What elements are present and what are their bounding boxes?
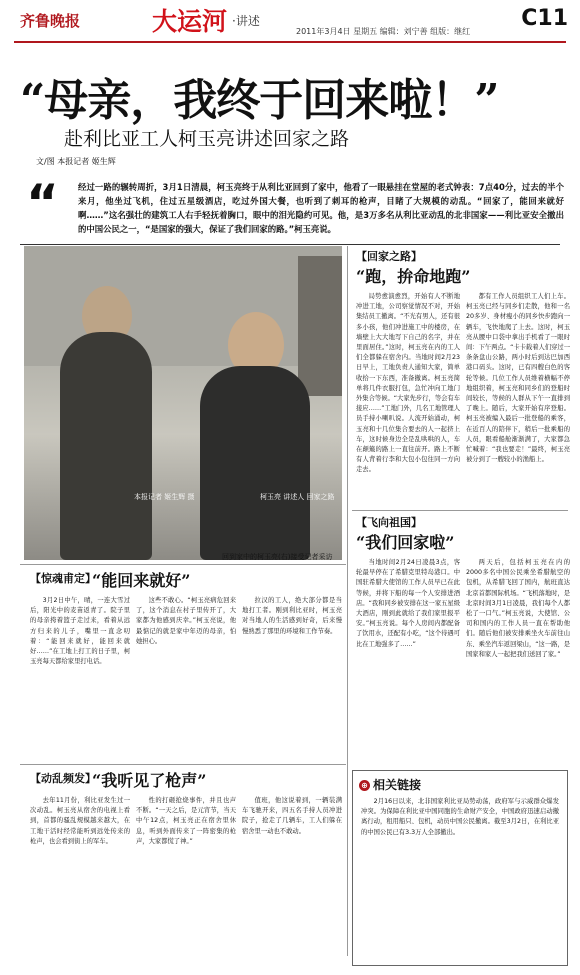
section-divider	[20, 764, 346, 765]
section-title-way-home: “跑，拚命地跑”	[356, 267, 471, 286]
page-number: C11	[521, 6, 568, 31]
section-title-shock: “能回来就好”	[92, 571, 191, 590]
section-head-fly-home: 【飞向祖国】	[356, 516, 422, 529]
mother-figure	[60, 332, 152, 560]
lead-paragraph	[26, 174, 566, 240]
section-way-home-col2: 都有工作人员组织工人们上车。柯玉亮已经与同乡们走散，他和一名20多岁、身材瘦小的同乡快步跑向一辆车，飞快地爬了上去。这时，柯玉亮从腰中口袋中拿出手机看了一眼时间：下午两点。“卡卡载着人们穿过一条条盘山公路，两小时后到达巴加西港口码头。这时，已有四艘白色的客轮等候。几位工作人员维着横幅不停地组织着，柯玉亮和同乡们的登船时间较长，等候的人群从下午一直排到了晚上。随后，大家开始有序登船。柯玉亮被编入最后一批登船的乘客，在近百人的陪伴下，稍后一批乘船的人员，眼看船舱渐渐满了，大家都急忙喊着：“我也要走！”最终，柯玉亮被分到了一艘较小的渔船上。	[466, 293, 570, 464]
column-brand: 大运河	[152, 7, 228, 36]
section-unrest-col2: 性的打砸抢烧事件，并且也声不断。“一天之后，是元宵节，当天中午12点，柯玉亮正在宿舍里休息，听到外面传来了一阵密集的枪声，大家都慌了神。”	[136, 797, 236, 845]
photo-label-left: 本报记者 姬生辉 摄	[134, 493, 195, 501]
section-shock-col3: 拉汉的工人，绝大部分都是当地打工者。刚到利比亚时，柯玉亮对当地人的生活感到好奇，后来慢慢熟悉了那里的环境和工作节奏。	[242, 597, 342, 635]
section-unrest-col1: 去年11月份，利比亚发生过一次动乱。柯玉亮从宿舍的电视上看到，首都的骚乱规模越来越大，在工地干活时经常能听到远处传来的枪声，也会看到街上的军车。	[30, 797, 130, 845]
photo-label-right: 柯玉亮 讲述人 回家之路	[260, 493, 335, 501]
newspaper-logo: 齐鲁晚报	[20, 12, 81, 30]
section-divider	[20, 564, 346, 565]
related-links-header	[359, 776, 421, 793]
section-fly-home-col1: 当地时间2月24日凌晨3点，客轮最早停在了希腊克里特岛港口。中国驻希腊大使馆的工作人员早已在此等候，并将下船的每一个人安排进酒店。“我和同乡被安排在这一家五星级大酒店，刚到此就给了我们家里报平安。”柯玉亮说。每个人房间内都配备了饮用水，还配有小吃，“这个待遇可比在工地强多了……”	[356, 559, 460, 648]
photo-caption: 回到家中的柯玉亮(右)接受记者采访	[222, 553, 333, 561]
section-title-fly-home: “我们回家啦”	[356, 533, 455, 552]
related-links-body: 2月16日以来，北非国家利比亚局势动荡，政府军与示威群众爆发冲突。为保障在利比亚中国同胞的生命财产安全，中国政府迅速启动撤离行动，租用船只、包机，动员中国公民撤离。截至3月2日，在利比亚的中国公民已有3.3万人全部撤出。	[361, 798, 559, 836]
worker-figure	[200, 366, 310, 560]
section-head-unrest: 【动乱频发】	[30, 772, 96, 785]
section-head-shock: 【惊魂甫定】	[30, 572, 96, 585]
lead-divider	[20, 244, 560, 245]
lead-quote-mark: “	[26, 174, 59, 232]
article-photo	[24, 246, 342, 560]
section-shock-col1: 3月2日中午，晴，一连大雪过后，阳光中的麦苗返青了。院子里的母亲挎着篮子走过来，看着从远方归来的儿子，嘴里一直念叨着：“能回来就好，能回来就好……”在工地上打工的日子里，柯玉亮每天都给家里打电话。	[30, 597, 130, 666]
related-links-box	[352, 770, 568, 966]
link-icon: ⊕	[359, 780, 370, 791]
section-way-home-col1: 局势愈演愈烈，开始有人不断地冲进工地，公司察觉情况不对，开始集结员工撤离。“不光有男人，还有很多小孩，他们冲进施工中的楼房，在墙壁上大大地写下自己的名字，并在里面居住。”这时，柯玉亮在内的工人们全都躲在宿舍内。当地时间2月23日早上，工地负责人通知大家，简单收拾一下东西，准备撤离。柯玉亮简单将几件衣服打包，急忙冲向工地门外集合等候。“大家先步行，等会有车接应……”工地门外，几名工地管理人员手持小喇叭说。人流开始涌动，柯玉亮和十几位集合要去的人一起挤上车，这时候身边全是乱哄哄的人，车在颠簸的路上一直往前开。路上不断有人背着行李和大包小包往同一方向走去。	[356, 293, 460, 474]
section-unrest-col3: 值班，他这说着到，一辆装满车飞驰开来，四五名手持人员冲进院子，抢走了几辆车，工人们躲在宿舍里一动也不敢动。	[242, 797, 342, 835]
section-head-way-home: 【回家之路】	[356, 250, 422, 263]
related-links-title: 相关链接	[373, 778, 422, 792]
date-line: 2011年3月4日 星期五 编辑：刘宁善 组版：继红	[296, 27, 471, 36]
header-rule	[14, 41, 566, 43]
byline: 文/图 本报记者 姬生辉	[36, 157, 116, 166]
section-shock-col2: 这些不敢心。“柯玉亮病危回来了，这个消息在村子里传开了，大家都为他感到庆幸。”柯玉亮说，他最惦记的就是家中年迈的母亲，怕她担心。	[136, 597, 236, 645]
section-title-unrest: “我听见了枪声”	[92, 771, 207, 790]
column-divider	[347, 246, 348, 956]
subheadline: 赴利比亚工人柯玉亮讲述回家之路	[64, 128, 350, 150]
lead-text: 经过一路的辗转周折，3月1日清晨，柯玉亮终于从利比亚回到了家中，他看了一眼悬挂在堂屋的老式钟表：7点40分，过去的半个来月，他坐过飞机，住过五星级酒店，吃过外国大餐，也听到了刺耳的枪声，目睹了大规模的动乱。“回家了，能回来就好啊……”这名强壮的建筑工人右手轻抚着胸口，眼中的泪光隐约可见。他，是3万多名从利比亚动乱的北非国家——利比亚安全撤出的中国公民之一，“是国家的强大，保证了我们回家的路。”柯玉亮说。	[78, 182, 564, 234]
section-fly-home-col2: 两天后，包括柯玉亮在内的2000多名中国公民乘坐希腊航空的包机，从希腊飞回了国内，航班直达北京首都国际机场。“飞机落地时，是北京时间3月1日凌晨，我们每个人都松了一口气。”柯玉亮说，大使馆、公司和国内的工作人员一直在帮助他们。随后他们被安排乘坐火车前往山东、乘坐汽车返回梁山，“这一路，是国家和家人一起把我们送回了家。”	[466, 559, 570, 658]
column-brand-sub: ·讲述	[232, 14, 260, 28]
headline: “母亲，我终于回来啦！”	[20, 75, 499, 126]
section-divider	[352, 510, 568, 511]
